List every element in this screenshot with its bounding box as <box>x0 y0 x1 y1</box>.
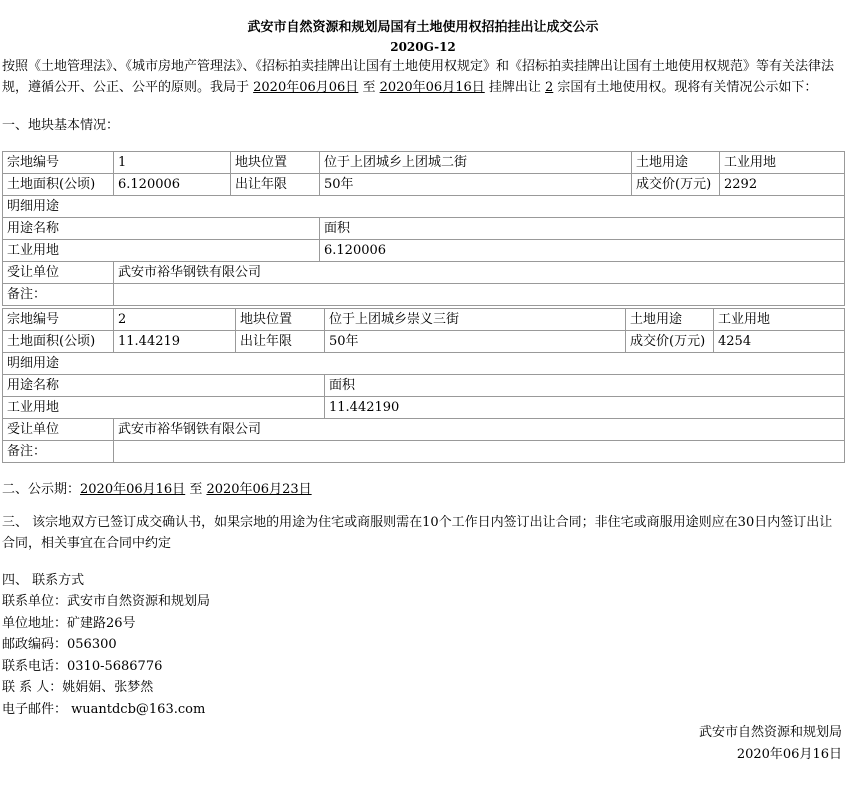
intro-text: 宗国有土地使用权。现将有关情况公示如下： <box>553 80 818 95</box>
publicity-end-date: 2020年06月23日 <box>206 482 312 497</box>
detail-use-header: 明细用途 <box>3 196 845 218</box>
parcel-no-value: 1 <box>114 152 231 174</box>
price-value: 4254 <box>714 331 845 353</box>
table-row <box>3 174 845 196</box>
use-label: 土地用途 <box>626 309 714 331</box>
term-value: 50年 <box>320 174 632 196</box>
section3-paragraph: 三、 该宗地双方已签订成交确认书，如果宗地的用途为住宅或商服则需在10个工作日内签订出让合同；非住宅或商服用途则应在30日内签订出让合同，相关事宜在合同中约定 <box>2 515 833 551</box>
intro-text: 至 <box>358 80 380 95</box>
detail-use-area: 11.442190 <box>325 397 845 419</box>
listing-end-date: 2020年06月16日 <box>379 80 485 95</box>
table-row <box>3 309 845 331</box>
detail-use-area: 6.120006 <box>320 240 845 262</box>
price-label: 成交价(万元) <box>632 174 720 196</box>
location-label: 地块位置 <box>236 309 325 331</box>
table-row <box>3 262 845 284</box>
transferee-value: 武安市裕华钢铁有限公司 <box>114 262 845 284</box>
area-label: 土地面积(公顷) <box>3 331 114 353</box>
price-label: 成交价(万元) <box>626 331 714 353</box>
contact-phone: 联系电话：0310-5686776 <box>2 658 163 674</box>
location-label: 地块位置 <box>231 152 320 174</box>
location-value: 位于上团城乡上团城二街 <box>320 152 632 174</box>
parcel-no-value: 2 <box>114 309 236 331</box>
notice-code: 2020G-12 <box>390 40 456 54</box>
section2-mid: 至 <box>185 482 207 497</box>
page-title: 武安市自然资源和规划局国有土地使用权招拍挂出让成交公示 <box>247 20 599 35</box>
transferee-value: 武安市裕华钢铁有限公司 <box>114 419 845 441</box>
parcel-table-2 <box>2 308 845 463</box>
area-value: 11.44219 <box>114 331 236 353</box>
section2-publicity-period <box>2 480 844 500</box>
parcel-count: 2 <box>545 80 554 95</box>
area-value: 6.120006 <box>114 174 231 196</box>
parcel-table-1 <box>2 151 845 306</box>
signature-date: 2020年06月16日 <box>736 746 842 762</box>
parcel-no-label: 宗地编号 <box>3 309 114 331</box>
remark-label: 备注： <box>3 441 114 463</box>
intro-text: 按照《土地管理法》、《城市房地产管理法》、《招标拍卖挂牌出让国有土地使用权规定》和《招标拍卖挂牌出让国有土地使用权规范》等有关法律法规，遵循公开、公正、公平的原则。我局于 <box>2 59 835 95</box>
listing-start-date: 2020年06月06日 <box>253 80 359 95</box>
table-row <box>3 375 845 397</box>
detail-use-name: 工业用地 <box>3 397 325 419</box>
remark-value <box>114 441 845 463</box>
table-row <box>3 240 845 262</box>
term-value: 50年 <box>325 331 626 353</box>
table-row <box>3 284 845 306</box>
table-row <box>3 152 845 174</box>
contact-email: 电子邮件： wuantdcb@163.com <box>2 701 206 717</box>
price-value: 2292 <box>720 174 845 196</box>
use-value: 工业用地 <box>720 152 845 174</box>
signature-org: 武安市自然资源和规划局 <box>698 725 842 740</box>
table-row <box>3 331 845 353</box>
transferee-label: 受让单位 <box>3 419 114 441</box>
parcel-no-label: 宗地编号 <box>3 152 114 174</box>
use-name-label: 用途名称 <box>3 218 320 240</box>
use-name-label: 用途名称 <box>3 375 325 397</box>
area-label: 土地面积(公顷) <box>3 174 114 196</box>
remark-label: 备注： <box>3 284 114 306</box>
detail-use-name: 工业用地 <box>3 240 320 262</box>
table-row <box>3 353 845 375</box>
table-row <box>3 441 845 463</box>
location-value: 位于上团城乡崇义三街 <box>325 309 626 331</box>
transferee-label: 受让单位 <box>3 262 114 284</box>
contact-address: 单位地址：矿建路26号 <box>2 615 136 631</box>
section4-title: 四、 联系方式 <box>2 573 85 588</box>
table-row <box>3 196 845 218</box>
term-label: 出让年限 <box>231 174 320 196</box>
use-value: 工业用地 <box>714 309 845 331</box>
contact-unit: 联系单位：武安市自然资源和规划局 <box>2 594 211 609</box>
area-short-label: 面积 <box>320 218 845 240</box>
table-row <box>3 218 845 240</box>
contact-postcode: 邮政编码：056300 <box>2 637 117 652</box>
contact-person: 联 系 人：姚娟娟、张梦然 <box>2 680 154 695</box>
use-label: 土地用途 <box>632 152 720 174</box>
area-short-label: 面积 <box>325 375 845 397</box>
section1-title: 一、地块基本情况： <box>2 118 120 133</box>
intro-text: 挂牌出让 <box>484 80 546 95</box>
remark-value <box>114 284 845 306</box>
section2-prefix: 二、公示期： <box>2 482 81 497</box>
table-row <box>3 419 845 441</box>
publicity-start-date: 2020年06月16日 <box>80 482 186 497</box>
intro-paragraph <box>2 56 844 98</box>
term-label: 出让年限 <box>236 331 325 353</box>
table-row <box>3 397 845 419</box>
detail-use-header: 明细用途 <box>3 353 845 375</box>
